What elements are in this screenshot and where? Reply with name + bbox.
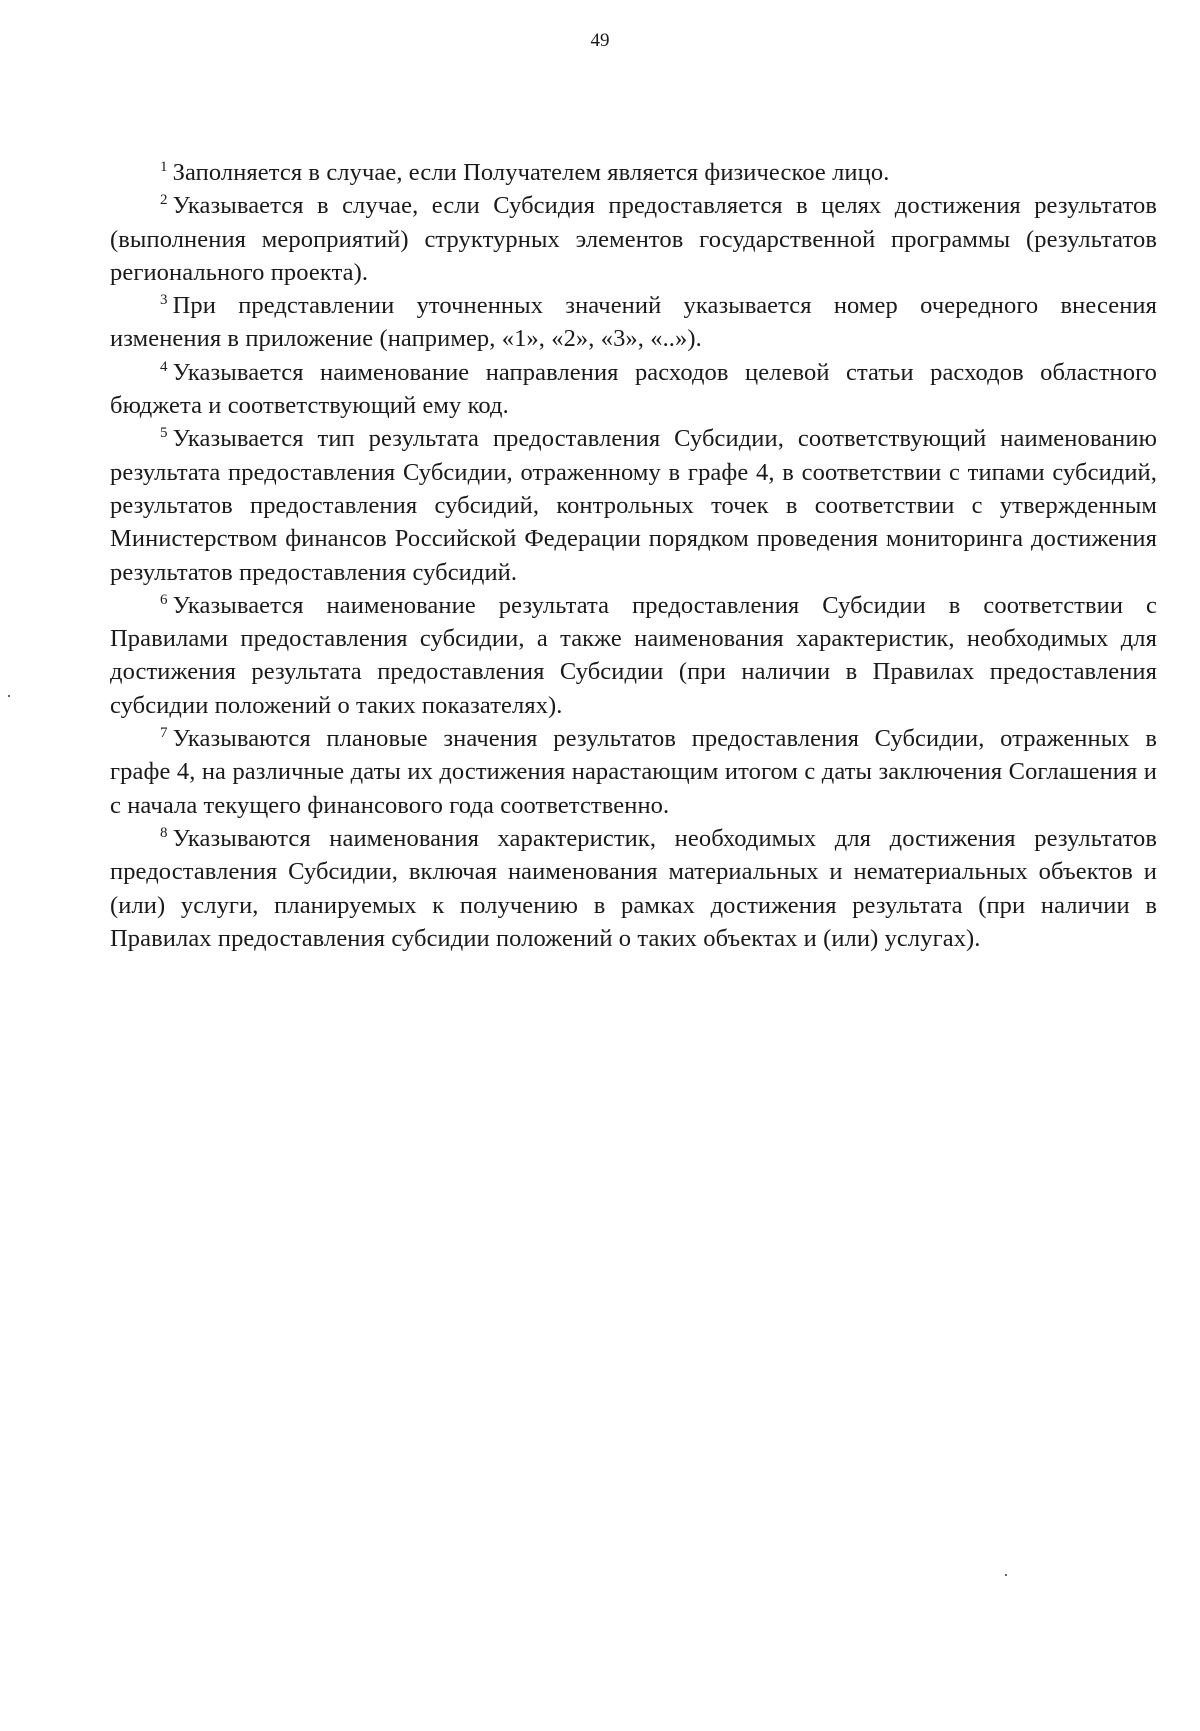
footnote-marker: 2: [160, 192, 168, 209]
footnote-text: Указывается наименование направления расходов целевой статьи расходов областного бюджета и соответствующий ему код.: [110, 358, 1157, 420]
footnote-text: Указываются наименования характеристик, необходимых для достижения результатов предоставления Субсидии, включая наименования материальных и нематериальных объектов и (или) услуги, планируемых к получению в рамках достижения результата (при наличии в Правилах предоставления субсидии положений о таких объектах и (или) услугах).: [110, 824, 1157, 952]
footnote-marker: 6: [160, 591, 168, 608]
footnote-marker: 5: [160, 425, 168, 442]
footnote-1: [110, 156, 1157, 189]
footnote-6: [110, 589, 1157, 722]
footnote-text: Указывается тип результата предоставления Субсидии, соответствующий наименованию результата предоставления Субсидии, отраженному в графе 4, в соответствии с типами субсидий, результатов предоставления субсидий, контрольных точек в соответствии с утвержденным Министерством финансов Российской Федерации порядком проведения мониторинга достижения результатов предоставления субсидий.: [110, 425, 1157, 586]
footnote-3: [110, 289, 1157, 356]
footnote-marker: 1: [160, 159, 168, 175]
footnote-text: Указывается наименование результата предоставления Субсидии в соответствии с Правилами предоставления субсидии, а также наименования характеристик, необходимых для достижения результата предоставления Субсидии (при наличии в Правилах предоставления субсидии положений о таких показателях).: [110, 591, 1157, 719]
scan-speck: [1005, 1574, 1007, 1576]
footnote-text: Указываются плановые значения результатов предоставления Субсидии, отраженных в графе 4, на различные даты их достижения нарастающим итогом с даты заключения Соглашения и с начала текущего финансового года соответственно.: [110, 725, 1157, 819]
footnote-text: Указывается в случае, если Субсидия предоставляется в целях достижения результатов (выполнения мероприятий) структурных элементов государственной программы (результатов регионального проекта).: [110, 192, 1157, 286]
footnote-marker: 4: [160, 358, 168, 375]
scan-speck: [8, 695, 10, 697]
footnote-text: При представлении уточненных значений указывается номер очередного внесения изменения в приложение (например, «1», «2», «3», «..»).: [110, 292, 1157, 353]
footnote-marker: 3: [160, 292, 168, 309]
footnote-2: [110, 189, 1157, 289]
footnote-4: [110, 356, 1157, 423]
footnote-marker: 7: [160, 725, 168, 742]
footnote-8: [110, 822, 1157, 955]
footnote-7: [110, 722, 1157, 822]
footnote-5: [110, 422, 1157, 588]
footnote-marker: 8: [160, 824, 168, 841]
page-number: 49: [590, 30, 610, 51]
footnotes-section: [110, 156, 1157, 955]
footnote-text: Заполняется в случае, если Получателем является физическое лицо.: [172, 159, 890, 186]
